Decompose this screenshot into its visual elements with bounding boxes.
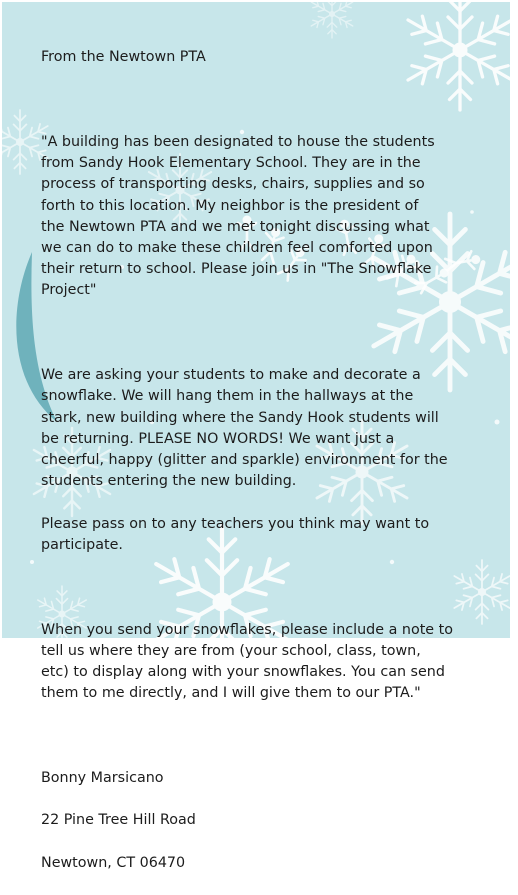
flyer-card	[2, 2, 510, 871]
letter-body	[41, 26, 505, 895]
signature-street: 22 Pine Tree Hill Road	[41, 812, 196, 829]
letter-heading: From the Newtown PTA	[41, 49, 206, 66]
letter-paragraph: We are asking your students to make and decorate a snowflake. We will hang them in the hallways at the stark, new building where the Sandy Hook students will be returning. PLEASE NO WORDS! We want just a cheerful, happy (glitter and sparkle) environment for the students entering the new building.	[41, 367, 448, 490]
signature-name: Bonny Marsicano	[41, 770, 164, 787]
letter-paragraph: Please pass on to any teachers you think may want to participate.	[41, 515, 430, 553]
signature-city: Newtown, CT 06470	[41, 854, 186, 871]
letter-paragraph: When you send your snowflakes, please include a note to tell us where they are from (your school, class, town, etc) to display along with your snowflakes. You can send them to me directly, and I will give them to our PTA."	[41, 621, 453, 702]
letter-paragraph: "A building has been designated to house the students from Sandy Hook Elementary School. They are in the process of transporting desks, chairs, supplies and so forth to this location. My neighbor is the president of the Newtown PTA and we met tonight discussing what we can do to make these children feel comforted upon their return to school. Please join us in "The Snowflake Project"	[41, 134, 435, 299]
